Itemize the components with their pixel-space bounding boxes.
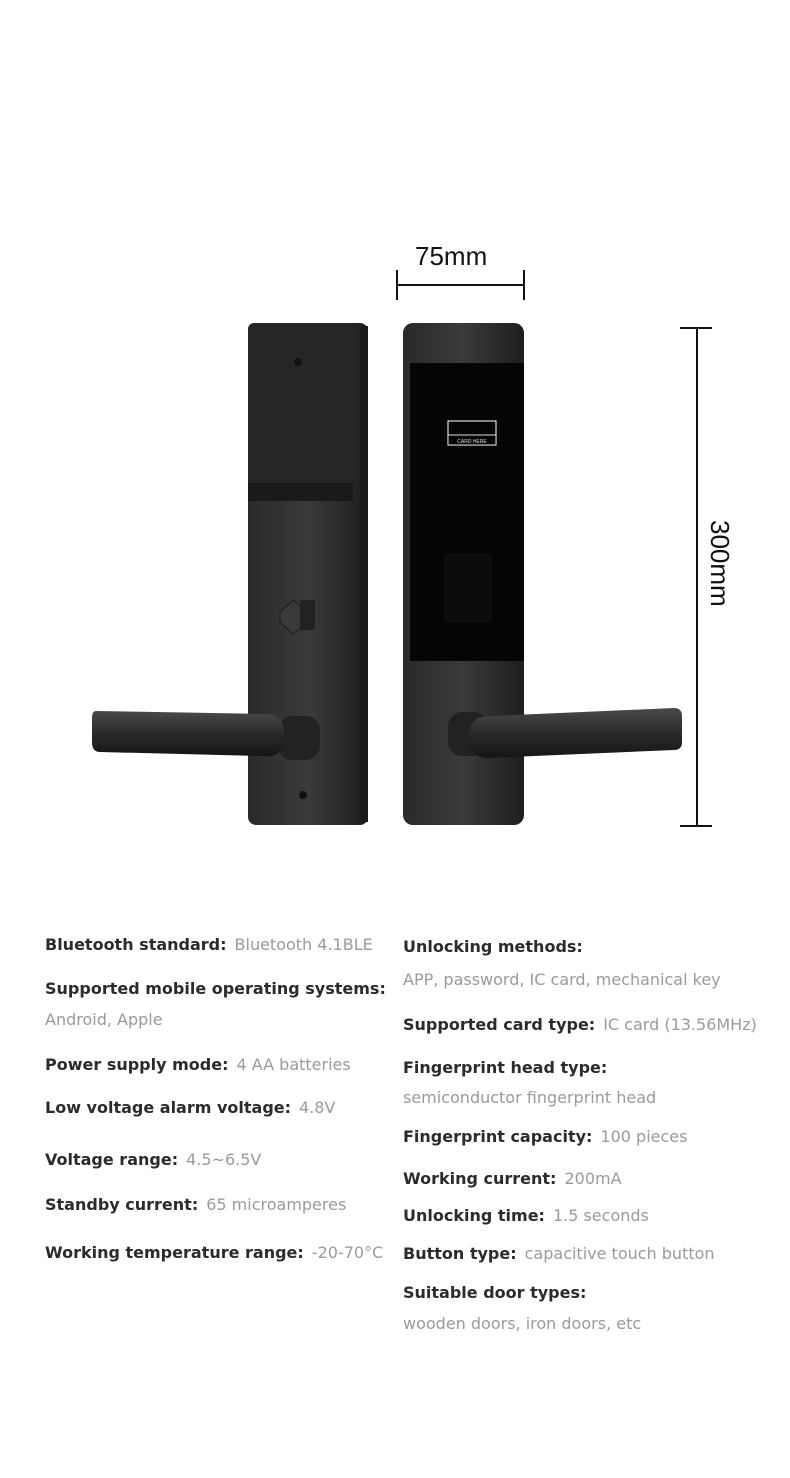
card-here-label: CARD HERE (457, 439, 487, 445)
spec-unlocking-time (403, 1206, 649, 1225)
spec-low-voltage-alarm (45, 1098, 335, 1117)
spec-label: Fingerprint head type: (403, 1058, 608, 1077)
spec-standby-current (45, 1195, 346, 1214)
spec-button-type (403, 1244, 715, 1263)
spec-value: semiconductor fingerprint head (403, 1088, 657, 1107)
spec-working-temperature (45, 1243, 383, 1262)
spec-value: APP, password, IC card, mechanical key (403, 970, 721, 989)
spec-label: Working temperature range: (45, 1243, 304, 1262)
spec-mobile-os (45, 979, 386, 998)
spec-label: Working current: (403, 1169, 557, 1188)
spec-label: Power supply mode: (45, 1055, 229, 1074)
spec-value: capacitive touch button (524, 1244, 715, 1263)
width-dimension-label: 75mm (415, 241, 488, 271)
spec-label: Supported mobile operating systems: (45, 979, 386, 998)
spec-label: Low voltage alarm voltage: (45, 1098, 292, 1117)
spec-unlocking-methods (403, 937, 583, 956)
spec-label: Unlocking time: (403, 1206, 545, 1225)
spec-value: Bluetooth 4.1BLE (234, 935, 373, 954)
spec-value: 200mA (564, 1169, 622, 1188)
spec-value: IC card (13.56MHz) (603, 1015, 757, 1034)
spec-value: Android, Apple (45, 1010, 163, 1029)
spec-door-types (403, 1283, 586, 1302)
spec-label: Voltage range: (45, 1150, 179, 1169)
spec-fingerprint-head (403, 1058, 607, 1077)
spec-working-current (403, 1169, 622, 1188)
spec-value: 1.5 seconds (552, 1206, 649, 1225)
spec-card-type (403, 1015, 757, 1034)
spec-value: 4 AA batteries (236, 1055, 351, 1074)
spec-value: 65 microamperes (206, 1195, 347, 1214)
spec-label: Supported card type: (403, 1015, 596, 1034)
spec-label: Bluetooth standard: (45, 935, 227, 954)
spec-power-supply (45, 1055, 351, 1074)
spec-label: Suitable door types: (403, 1283, 587, 1302)
height-dimension-label: 300mm (705, 520, 735, 607)
spec-value: 100 pieces (600, 1127, 688, 1146)
spec-value: 4.5~6.5V (186, 1150, 262, 1169)
spec-label: Standby current: (45, 1195, 199, 1214)
width-dimension-line (397, 270, 524, 300)
spec-label: Unlocking methods: (403, 937, 583, 956)
spec-value: 4.8V (299, 1098, 336, 1117)
spec-value: -20-70°C (311, 1243, 384, 1262)
spec-voltage-range (45, 1150, 261, 1169)
front-lock-body (403, 323, 682, 825)
spec-label: Fingerprint capacity: (403, 1127, 593, 1146)
spec-value: wooden doors, iron doors, etc (403, 1314, 642, 1333)
spec-bluetooth-standard (45, 935, 373, 954)
back-lock-body (92, 323, 368, 825)
spec-fingerprint-capacity (403, 1127, 687, 1146)
spec-label: Button type: (403, 1244, 517, 1263)
